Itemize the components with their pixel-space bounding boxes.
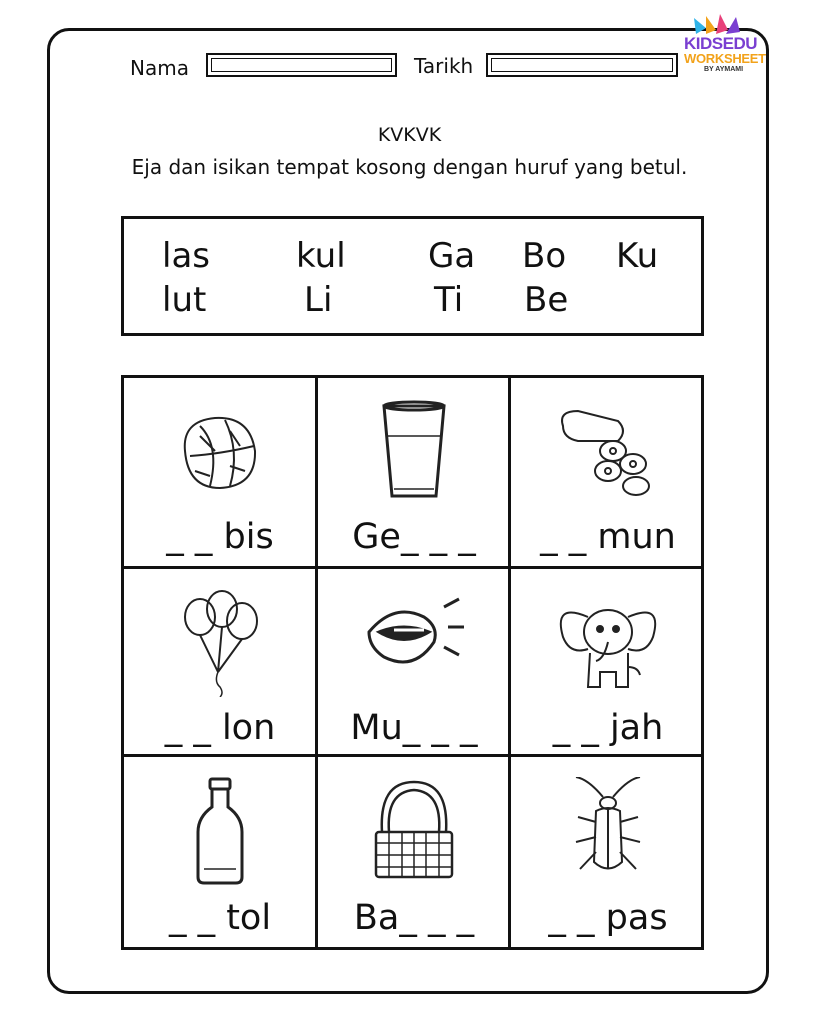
cabbage-icon xyxy=(170,396,270,506)
answer-blank[interactable]: _ _ pas xyxy=(548,898,668,938)
cockroach-icon xyxy=(558,777,658,887)
picture-grid xyxy=(121,375,704,950)
word-bank-item: las xyxy=(162,236,210,276)
crown-icon xyxy=(692,14,744,36)
basket-icon xyxy=(364,777,464,887)
cell-balloons xyxy=(124,569,316,759)
answer-blank[interactable]: _ _ lon xyxy=(164,708,276,748)
word-bank-item: Be xyxy=(524,280,569,320)
answer-blank[interactable]: _ _ mun xyxy=(540,517,676,557)
word-bank-item: Bo xyxy=(522,236,567,276)
word-bank xyxy=(121,216,704,336)
worksheet-title: KVKVK xyxy=(377,124,442,146)
answer-blank[interactable]: _ _ jah xyxy=(552,708,664,748)
name-field[interactable] xyxy=(206,53,397,77)
answer-blank[interactable]: _ _ bis xyxy=(166,517,274,557)
answer-blank[interactable]: Mu_ _ _ xyxy=(350,708,478,748)
cell-cucumber xyxy=(512,378,704,568)
cell-basket xyxy=(318,759,510,949)
glass-icon xyxy=(364,396,464,506)
cucumber-icon xyxy=(558,396,658,506)
cell-cabbage xyxy=(124,378,316,568)
cell-elephant xyxy=(512,569,704,759)
logo-line-1: KIDSEDU xyxy=(684,34,758,53)
brand-logo xyxy=(684,14,766,80)
cell-bottle xyxy=(124,759,316,949)
word-bank-item: Li xyxy=(304,280,333,320)
word-bank-item: lut xyxy=(162,280,207,320)
word-bank-item: Ku xyxy=(616,236,659,276)
cell-glass xyxy=(318,378,510,568)
logo-line-2: WORKSHEET xyxy=(684,51,766,66)
word-bank-item: kul xyxy=(296,236,346,276)
mouth-icon xyxy=(364,587,464,697)
answer-blank[interactable]: Ge_ _ _ xyxy=(352,517,476,557)
elephant-icon xyxy=(558,587,658,697)
balloons-icon xyxy=(170,587,270,697)
name-label: Nama xyxy=(130,56,189,80)
answer-blank[interactable]: Ba_ _ _ xyxy=(353,898,475,938)
cell-cockroach xyxy=(512,759,704,949)
word-bank-item: Ga xyxy=(428,236,476,276)
cell-mouth xyxy=(318,569,510,759)
instruction-text: Eja dan isikan tempat kosong dengan huruf yang betul. xyxy=(131,155,688,179)
bottle-icon xyxy=(170,777,270,887)
date-label: Tarikh xyxy=(414,54,474,78)
date-field[interactable] xyxy=(486,53,678,77)
answer-blank[interactable]: _ _ tol xyxy=(168,898,272,938)
word-bank-item: Ti xyxy=(434,280,464,320)
logo-line-3: BY AYMAMI xyxy=(704,66,744,73)
